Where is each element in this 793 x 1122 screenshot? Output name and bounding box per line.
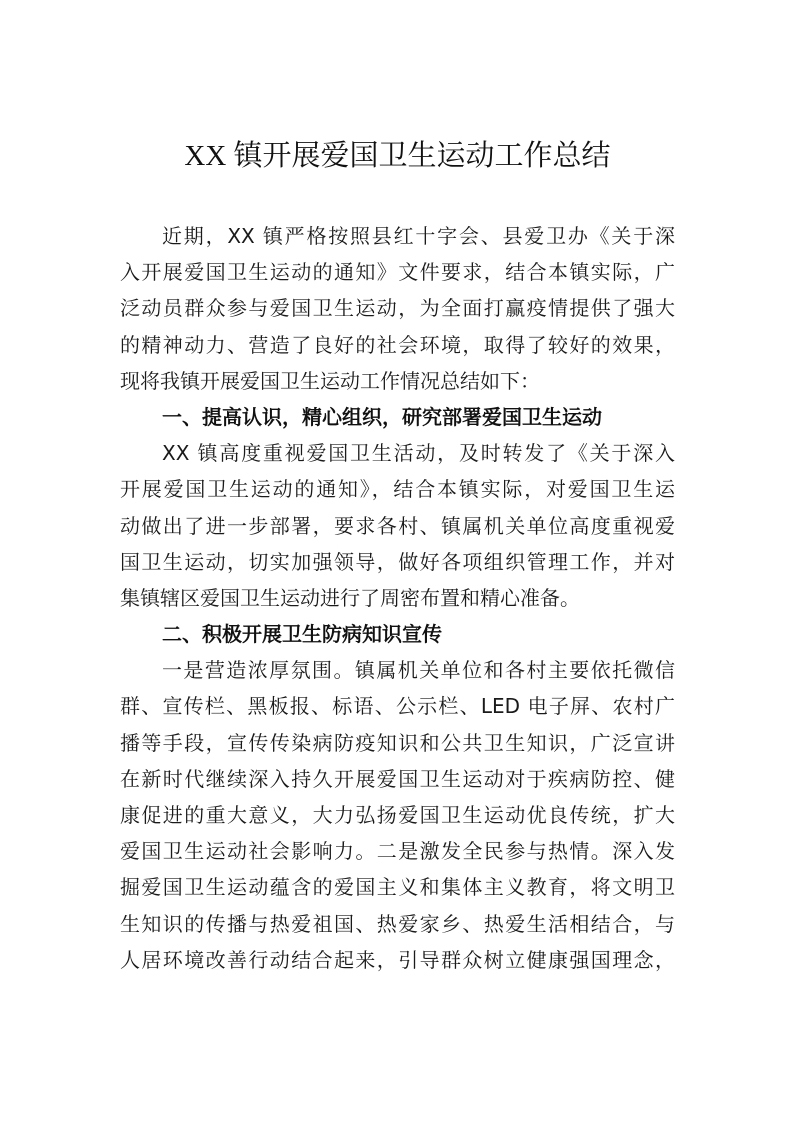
paragraph-line: 生知识的传播与热爱祖国、热爱家乡、热爱生活相结合，与	[120, 911, 675, 936]
section-heading: 二、积极开展卫生防病知识宣传	[162, 622, 442, 647]
paragraph-line: 人居环境改善行动结合起来，引导群众树立健康强国理念，	[120, 947, 675, 972]
paragraph-line: 泛动员群众参与爱国卫生运动，为全面打赢疫情提供了强大	[120, 296, 675, 321]
paragraph-line: 现将我镇开展爱国卫生运动工作情况总结如下：	[120, 368, 540, 393]
paragraph-line: 爱国卫生运动社会影响力。二是激发全民参与热情。深入发	[120, 839, 675, 864]
paragraph-line: 入开展爱国卫生运动的通知》文件要求，结合本镇实际，广	[120, 260, 675, 285]
paragraph-line: 开展爱国卫生运动的通知》，结合本镇实际，对爱国卫生运	[120, 477, 675, 502]
paragraph-line: 掘爱国卫生运动蕴含的爱国主义和集体主义教育，将文明卫	[120, 875, 675, 900]
paragraph-line: 集镇辖区爱国卫生运动进行了周密布置和精心准备。	[120, 585, 580, 610]
document-title: XX 镇开展爱国卫生运动工作总结	[184, 140, 611, 172]
paragraph-line: 近期，XX 镇严格按照县红十字会、县爱卫办《关于深	[162, 224, 675, 248]
paragraph-line: 播等手段，宣传传染病防疫知识和公共卫生知识，广泛宣讲	[120, 730, 675, 755]
paragraph-line: 动做出了进一步部署，要求各村、镇属机关单位高度重视爱	[120, 513, 675, 538]
paragraph-line: 群、宣传栏、黑板报、标语、公示栏、LED 电子屏、农村广	[120, 694, 675, 719]
paragraph-line: 国卫生运动，切实加强领导，做好各项组织管理工作，并对	[120, 549, 675, 574]
document-body	[120, 218, 675, 978]
paragraph-line: 一是营造浓厚氛围。镇属机关单位和各村主要依托微信	[162, 658, 675, 683]
paragraph-line: 在新时代继续深入持久开展爱国卫生运动对于疾病防控、健	[120, 766, 675, 791]
paragraph-line: 的精神动力、营造了良好的社会环境，取得了较好的效果，	[120, 332, 675, 357]
paragraph-line: 康促进的重大意义，大力弘扬爱国卫生运动优良传统，扩大	[120, 803, 675, 827]
paragraph-line: XX 镇高度重视爱国卫生活动，及时转发了《关于深入	[162, 441, 675, 466]
section-heading: 一、提高认识，精心组织，研究部署爱国卫生运动	[162, 404, 602, 429]
